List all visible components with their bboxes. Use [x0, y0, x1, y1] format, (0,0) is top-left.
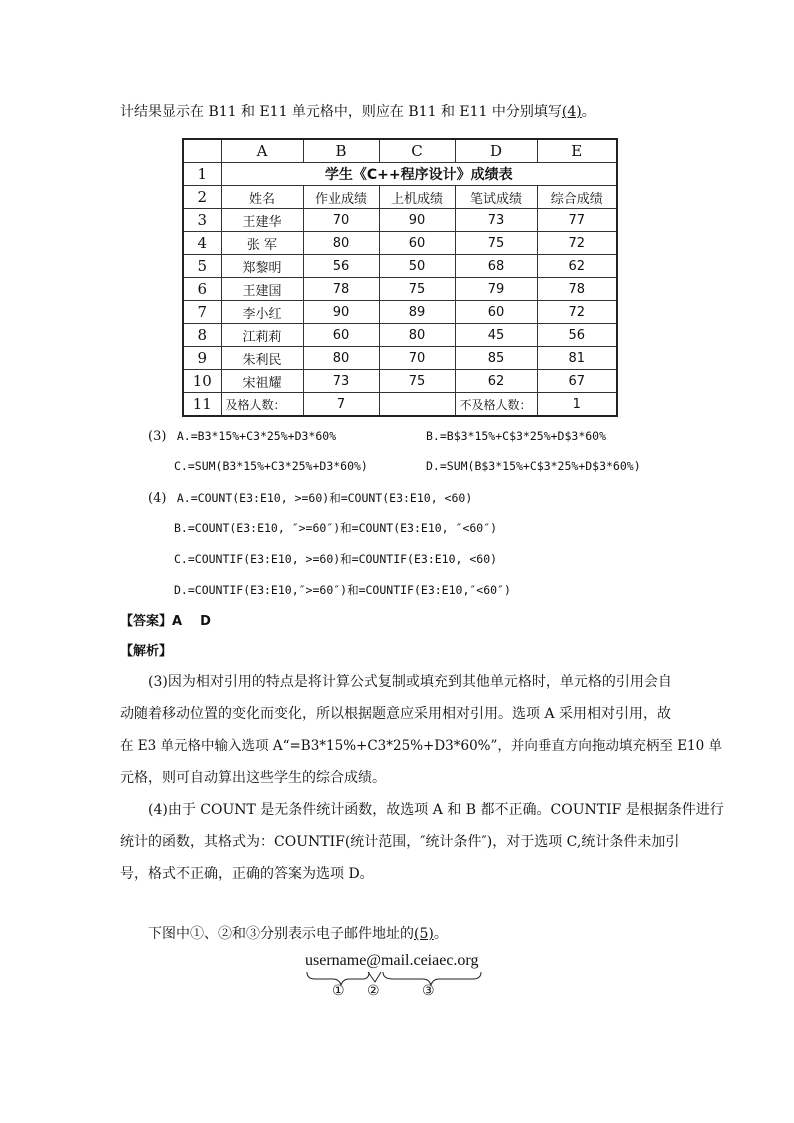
cell: 张 军 [221, 232, 303, 255]
analysis-label: 【解析】 [120, 644, 173, 659]
q5-end: 。 [433, 926, 448, 942]
header-lab: 上机成绩 [379, 186, 455, 209]
cell: 70 [379, 347, 455, 370]
row-number: 6 [183, 278, 221, 301]
header-name: 姓名 [221, 186, 303, 209]
cell: 56 [537, 324, 617, 347]
email-address-diagram [305, 952, 495, 1002]
cell: 45 [455, 324, 537, 347]
analysis-p3-line-4: 元格，则可自动算出这些学生的综合成绩。 [120, 770, 386, 786]
q3-option-d: D.=SUM(B$3*15%+C$3*25%+D$3*60%) [426, 459, 641, 473]
q4-option-d: D.=COUNTIF(E3:E10,″>=60″)和=COUNTIF(E3:E10,″<60″) [174, 583, 511, 597]
row-number: 5 [183, 255, 221, 278]
table-row [183, 232, 617, 255]
analysis-p3-line-3: 在 E3 单元格中输入选项 A“=B3*15%+C3*25%+D3*60%”，并向垂直方向拖动填充柄至 E10 单 [120, 738, 723, 754]
answer-line [120, 612, 211, 632]
email-part-3-label: ③ [422, 983, 435, 999]
intro-line [120, 102, 596, 122]
col-header-e: E [537, 139, 617, 163]
empty-cell [379, 393, 455, 417]
corner-cell [183, 139, 221, 163]
q5-text: 下图中①、②和③分别表示电子邮件地址的 [148, 926, 414, 942]
q4-label: (4) [148, 491, 167, 506]
cell: 70 [303, 209, 379, 232]
cell: 王建华 [221, 209, 303, 232]
row-number: 8 [183, 324, 221, 347]
email-part-2-label: ② [367, 983, 380, 999]
cell: 60 [455, 301, 537, 324]
cell: 78 [537, 278, 617, 301]
analysis-p4-line-2: 统计的函数，其格式为：COUNTIF(统计范围，″统计条件″)，对于选项 C,统计条件未加引 [120, 834, 680, 850]
header-exam: 笔试成绩 [455, 186, 537, 209]
answer-label: 【答案】 [120, 614, 173, 629]
cell: 72 [537, 301, 617, 324]
score-spreadsheet [182, 138, 616, 413]
cell: 67 [537, 370, 617, 393]
table-row [183, 255, 617, 278]
sheet-title: 学生《C++程序设计》成绩表 [221, 163, 617, 186]
pass-count-value: 7 [303, 393, 379, 417]
cell: 79 [455, 278, 537, 301]
cell: 75 [379, 278, 455, 301]
header-overall: 综合成绩 [537, 186, 617, 209]
col-header-b: B [303, 139, 379, 163]
summary-row [183, 393, 617, 417]
row-number: 7 [183, 301, 221, 324]
cell: 81 [537, 347, 617, 370]
q3-option-b: B.=B$3*15%+C$3*25%+D$3*60% [426, 429, 607, 443]
cell: 68 [455, 255, 537, 278]
table-row [183, 347, 617, 370]
table-row [183, 278, 617, 301]
cell: 王建国 [221, 278, 303, 301]
cell: 朱利民 [221, 347, 303, 370]
row-number: 9 [183, 347, 221, 370]
row-number: 1 [183, 163, 221, 186]
col-header-a: A [221, 139, 303, 163]
q3-option-c: C.=SUM(B3*15%+C3*25%+D3*60%) [174, 459, 368, 473]
blank-5: (5) [414, 926, 434, 942]
cell: 90 [379, 209, 455, 232]
cell: 85 [455, 347, 537, 370]
cell: 50 [379, 255, 455, 278]
cell: 80 [379, 324, 455, 347]
title-row [183, 163, 617, 186]
cell: 80 [303, 347, 379, 370]
table-row [183, 370, 617, 393]
cell: 宋祖耀 [221, 370, 303, 393]
q3-label: (3) [148, 429, 167, 444]
row-number: 3 [183, 209, 221, 232]
q4-option-b: B.=COUNT(E3:E10, ″>=60″)和=COUNT(E3:E10, ″<60″) [174, 521, 498, 535]
cell: 60 [303, 324, 379, 347]
cell: 郑黎明 [221, 255, 303, 278]
cell: 89 [379, 301, 455, 324]
row-number: 2 [183, 186, 221, 209]
q3-row-1 [148, 426, 336, 447]
cell: 73 [303, 370, 379, 393]
column-header-row [183, 139, 617, 163]
analysis-p3-line-1: (3)因为相对引用的特点是将计算公式复制或填充到其他单元格时，单元格的引用会自 [148, 674, 672, 690]
cell: 78 [303, 278, 379, 301]
score-table [182, 138, 618, 417]
cell: 75 [455, 232, 537, 255]
cell: 李小红 [221, 301, 303, 324]
cell: 80 [303, 232, 379, 255]
row-number: 11 [183, 393, 221, 417]
email-part-1-label: ① [332, 983, 345, 999]
cell: 62 [455, 370, 537, 393]
cell: 72 [537, 232, 617, 255]
analysis-p4-line-1: (4)由于 COUNT 是无条件统计函数，故选项 A 和 B 都不正确。COUNTIF 是根据条件进行 [148, 802, 724, 818]
table-row [183, 209, 617, 232]
fail-count-label: 不及格人数： [455, 393, 537, 417]
analysis-p4-line-3: 号，格式不正确，正确的答案为选项 D。 [120, 866, 374, 882]
email-address: username@mail.ceiaec.org [305, 952, 479, 969]
blank-4: (4) [561, 104, 582, 120]
cell: 56 [303, 255, 379, 278]
col-header-d: D [455, 139, 537, 163]
intro-text: 计结果显示在 B11 和 E11 单元格中，则应在 B11 和 E11 中分别填写 [120, 104, 562, 120]
cell: 90 [303, 301, 379, 324]
fail-count-value: 1 [537, 393, 617, 417]
cell: 60 [379, 232, 455, 255]
intro-end: 。 [581, 104, 596, 120]
q4-option-c: C.=COUNTIF(E3:E10, >=60)和=COUNTIF(E3:E10, <60) [174, 552, 498, 566]
header-homework: 作业成绩 [303, 186, 379, 209]
row-number: 4 [183, 232, 221, 255]
q4-option-a: A.=COUNT(E3:E10, >=60)和=COUNT(E3:E10, <60) [176, 491, 473, 505]
cell: 75 [379, 370, 455, 393]
cell: 73 [455, 209, 537, 232]
analysis-p3-line-2: 动随着移动位置的变化而变化，所以根据题意应采用相对引用。选项 A 采用相对引用，故 [120, 706, 672, 722]
header-row [183, 186, 617, 209]
pass-count-label: 及格人数： [221, 393, 303, 417]
row-number: 10 [183, 370, 221, 393]
q5-line [148, 924, 448, 944]
cell: 江莉莉 [221, 324, 303, 347]
cell: 62 [537, 255, 617, 278]
q3-option-a: A.=B3*15%+C3*25%+D3*60% [176, 429, 337, 443]
q4-row-a [148, 488, 472, 509]
table-row [183, 301, 617, 324]
cell: 77 [537, 209, 617, 232]
table-row [183, 324, 617, 347]
col-header-c: C [379, 139, 455, 163]
answer-value: A D [172, 614, 211, 629]
